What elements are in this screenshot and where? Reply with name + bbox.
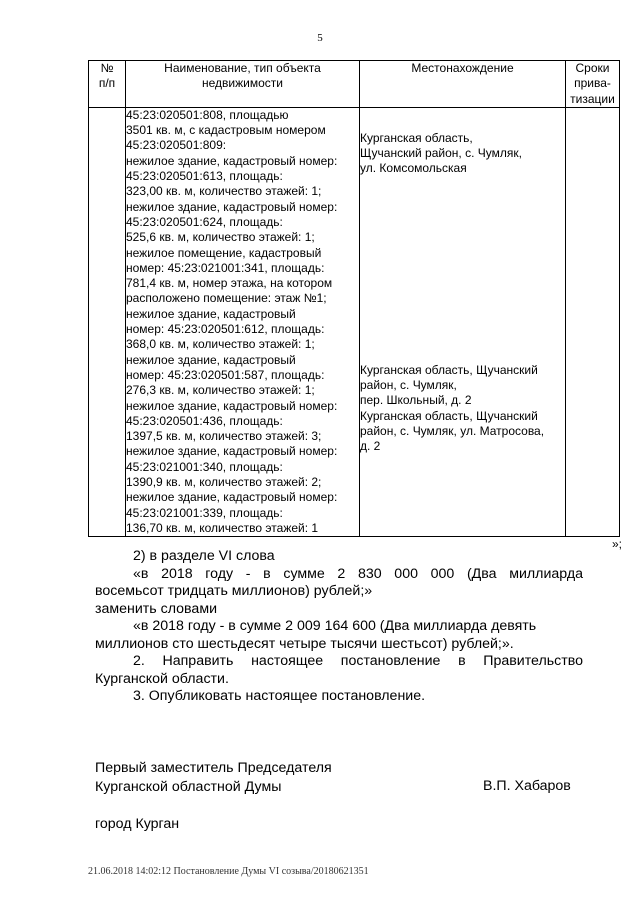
old-text-line: восемьсот тридцать миллионов) рублей;» — [95, 583, 373, 599]
old-text-line: «в 2018 году - в сумме 2 830 000 000 (Два миллиарда — [133, 565, 583, 582]
name-line: 45:23:020501:436, площадь: — [126, 413, 283, 428]
table-closing-quote: »; — [612, 537, 623, 551]
signatory-title — [95, 759, 332, 797]
location-line: д. 2 — [360, 439, 381, 454]
name-line: 368,0 кв. м, количество этажей: 1; — [126, 337, 315, 352]
header-name — [126, 61, 360, 108]
name-line: нежилое здание, кадастровый — [126, 306, 296, 321]
name-line: нежилое здание, кадастровый номер: — [126, 444, 338, 459]
name-line: расположено помещение: этаж №1; — [126, 291, 327, 306]
name-line: нежилое здание, кадастровый номер: — [126, 398, 338, 413]
name-line: нежилое здание, кадастровый номер: — [126, 490, 338, 505]
name-line: 1390,9 кв. м, количество этажей: 2; — [126, 475, 322, 490]
new-text-line: миллионов сто шестьдесят четыре тысячи шестьсот) рублей;». — [95, 635, 514, 652]
header-terms-line: Сроки — [575, 61, 610, 75]
city: город Курган — [95, 816, 180, 832]
name-line: 3501 кв. м, с кадастровым номером — [126, 123, 326, 138]
location-line: Щучанский район, с. Чумляк, — [360, 146, 522, 161]
header-name-line: Наименование, тип объекта — [164, 61, 321, 75]
name-line: 45:23:020501:808, площадью — [126, 107, 289, 122]
object-name-cell — [126, 107, 360, 536]
page-number: 5 — [317, 32, 323, 44]
signatory-title-line: Курганской областной Думы — [95, 779, 282, 795]
signatory-name: В.П. Хабаров — [483, 778, 571, 794]
header-location-line: Местонахождение — [411, 61, 514, 75]
item-2-paragraph: 2. Направить настоящее постановление в Правительство — [133, 653, 583, 669]
item-2-paragraph: Курганской области. — [95, 670, 229, 687]
header-terms-line: прива- — [574, 76, 611, 91]
location-line: Курганская область, Щучанский — [360, 408, 538, 423]
header-number-line: № — [100, 61, 114, 75]
location-line: пер. Школьный, д. 2 — [360, 393, 472, 408]
terms-cell — [566, 107, 620, 536]
name-line: 45:23:021001:339, площадь: — [126, 505, 283, 520]
property-table — [88, 60, 620, 537]
item-2-heading: 2) в разделе VI слова — [133, 548, 275, 564]
table-row — [89, 107, 620, 536]
item-3-paragraph: 3. Опубликовать настоящее постановление. — [133, 688, 426, 704]
location-line: Курганская область, Щучанский — [360, 362, 538, 377]
amendment-text — [95, 548, 583, 706]
signatory-title-line: Первый заместитель Председателя — [95, 760, 332, 776]
location-line: район, с. Чумляк, — [360, 378, 457, 393]
location-line: район, с. Чумляк, ул. Матросова, — [360, 423, 545, 438]
header-number-line: п/п — [98, 76, 116, 91]
location-line: Курганская область, — [360, 130, 473, 145]
name-line: 781,4 кв. м, номер этажа, на котором — [126, 276, 333, 291]
name-line: номер: 45:23:021001:341, площадь: — [126, 260, 325, 275]
name-line: 323,00 кв. м, количество этажей: 1; — [126, 184, 322, 199]
header-name-line: недвижимости — [202, 76, 283, 91]
name-line: 1397,5 кв. м, количество этажей: 3; — [126, 429, 322, 444]
name-line: 525,6 кв. м, количество этажей: 1; — [126, 230, 315, 245]
document-footer: 21.06.2018 14:02:12 Постановление Думы VI созыва/20180621351 — [88, 866, 369, 877]
name-line: номер: 45:23:020501:612, площадь: — [126, 322, 325, 337]
header-number — [89, 61, 126, 108]
location-cell — [360, 107, 566, 536]
replace-phrase: заменить словами — [95, 600, 218, 617]
name-line: нежилое помещение, кадастровый — [126, 245, 322, 260]
name-line: 45:23:020501:624, площадь: — [126, 214, 283, 229]
name-line: нежилое здание, кадастровый номер: — [126, 153, 338, 168]
name-line: нежилое здание, кадастровый номер: — [126, 199, 338, 214]
name-line: 136,70 кв. м, количество этажей: 1 — [126, 520, 319, 535]
header-terms-line: тизации — [570, 91, 615, 106]
header-terms — [566, 61, 620, 108]
location-line: ул. Комсомольская — [360, 161, 467, 176]
row-number-cell — [89, 107, 126, 536]
name-line: 45:23:020501:613, площадь: — [126, 169, 283, 184]
name-line: 276,3 кв. м, количество этажей: 1; — [126, 383, 315, 398]
name-line: 45:23:021001:340, площадь: — [126, 459, 283, 474]
name-line: нежилое здание, кадастровый — [126, 352, 296, 367]
table-header-row — [89, 61, 620, 108]
new-text-line: «в 2018 году - в сумме 2 009 164 600 (Два миллиарда девять — [133, 618, 537, 634]
header-location — [360, 61, 566, 108]
name-line: номер: 45:23:020501:587, площадь: — [126, 367, 325, 382]
name-line: 45:23:020501:809: — [126, 138, 227, 153]
